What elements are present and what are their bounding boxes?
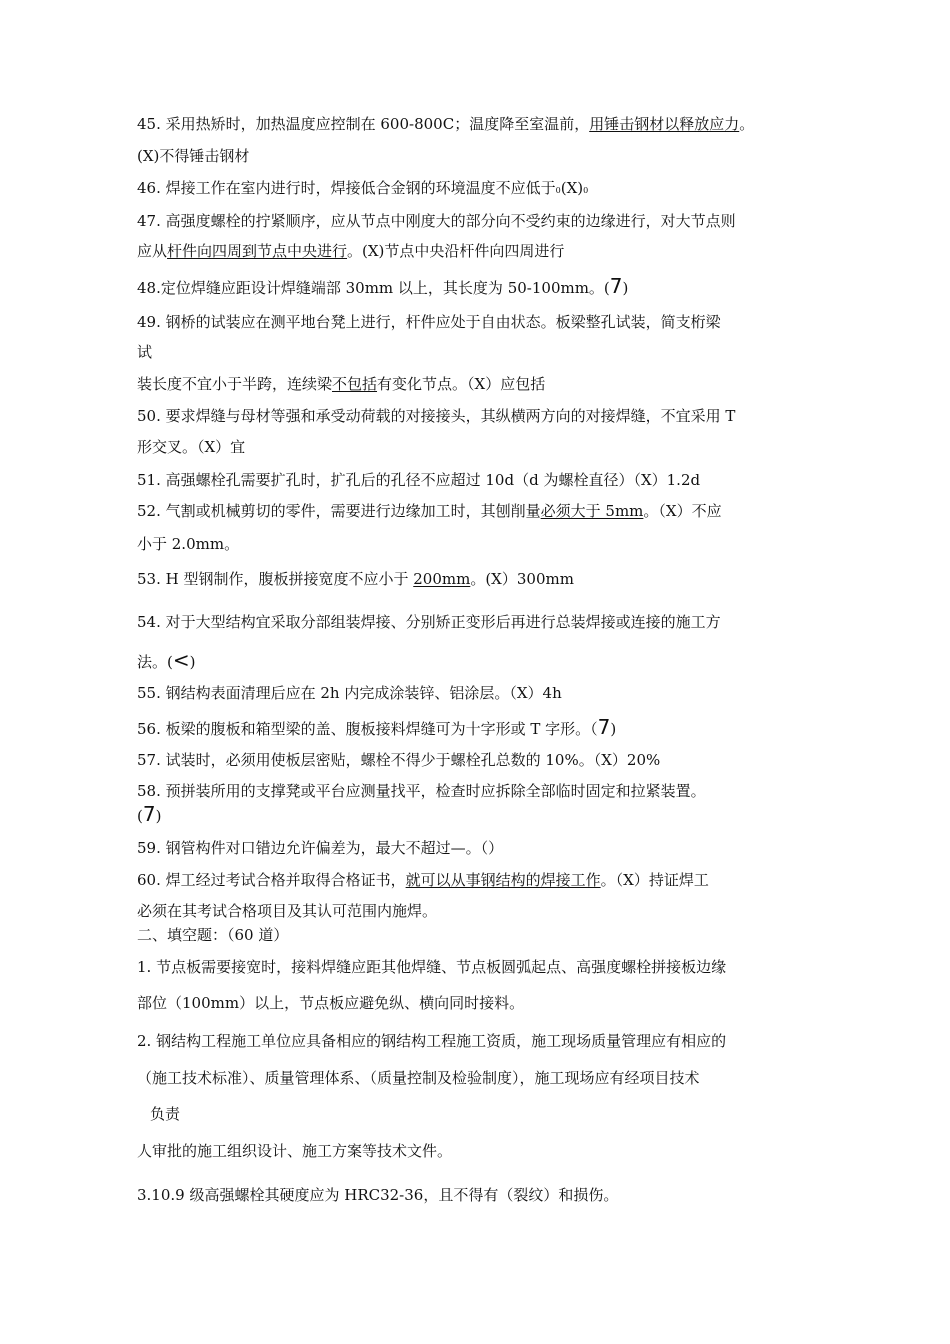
section-title: 二、填空题：（60 道） [137, 926, 289, 944]
fill-2-line3: 负责 [150, 1105, 181, 1123]
question-58-line1: 58. 预拼装所用的支撑凳或平台应测量找平，检查时应拆除全部临时固定和拉紧装置。 [137, 782, 706, 800]
fill-2-line1: 2. 钢结构工程施工单位应具备相应的钢结构工程施工资质，施工现场质量管理应有相应的 [137, 1032, 727, 1050]
question-47-line1: 47. 高强度螺栓的拧紧顺序，应从节点中刚度大的部分向不受约束的边缘进行，对大节点则 [137, 212, 736, 230]
question-59: 59. 钢管构件对口错边允许偏差为，最大不超过—。（） [137, 839, 504, 857]
question-55: 55. 钢结构表面清理后应在 2h 内完成涂装锌、铝涂层。（X）4h [137, 684, 562, 702]
question-49-line2: 试 [137, 343, 153, 361]
underlined-text: 必须大于 5mm [540, 502, 644, 520]
question-53: 53. H 型钢制作，腹板拼接宽度不应小于 200mm。(X）300mm [137, 570, 574, 588]
question-49-line3: 装长度不宜小于半跨，连续梁不包括有变化节点。（X）应包括 [137, 375, 546, 393]
underlined-text: 杆件向四周到节点中央进行 [167, 242, 348, 260]
fill-1-line2: 部位（100mm）以上，节点板应避免纵、横向同时接料。 [137, 994, 525, 1012]
question-60-line2: 必须在其考试合格项目及其认可范围内施焊。 [137, 902, 438, 920]
question-58-line2: (7) [137, 802, 162, 826]
question-57: 57. 试装时，必须用使板层密贴，螺栓不得少于螺栓孔总数的 10%。（X）20% [137, 751, 661, 769]
question-49-line1: 49. 钢桥的试装应在测平地台凳上进行，杆件应处于自由状态。板梁整孔试装，简支桁梁 [137, 313, 721, 331]
underlined-text: 就可以从事钢结构的焊接工作 [405, 871, 601, 889]
fill-2-line4: 人审批的施工组织设计、施工方案等技术文件。 [137, 1142, 453, 1160]
question-47-line2: 应从杆件向四周到节点中央进行。(X)节点中央沿杆件向四周进行 [137, 242, 565, 260]
fill-2-line2: （施工技术标准）、质量管理体系、（质量控制及检验制度），施工现场应有经项目技术 [137, 1069, 700, 1087]
underlined-text: 用锤击钢材以释放应力 [589, 115, 740, 133]
fill-3: 3.10.9 级高强螺栓其硬度应为 HRC32-36，且不得有（裂纹）和损伤。 [137, 1186, 619, 1204]
question-52-line2: 小于 2.0mm。 [137, 535, 240, 553]
underlined-text: 200mm [413, 570, 471, 588]
question-45-line2: (X)不得锤击钢材 [137, 147, 250, 165]
question-48: 48.定位焊缝应距设计焊缝端部 30mm 以上，其长度为 50-100mm。(7) [137, 274, 629, 298]
question-50-line1: 50. 要求焊缝与母材等强和承受动荷载的对接接头，其纵横两方向的对接焊缝，不宜采用 T [137, 407, 736, 425]
question-45-line1: 45. 采用热矫时，加热温度应控制在 600-800C；温度降至室温前，用锤击钢材以释放应力。 [137, 115, 755, 133]
question-50-line2: 形交叉。（X）宜 [137, 438, 246, 456]
question-52-line1: 52. 气割或机械剪切的零件，需要进行边缘加工时，其刨削量必须大于 5mm。（X）不应 [137, 502, 722, 520]
question-51: 51. 高强螺栓孔需要扩孔时，扩孔后的孔径不应超过 10d（d 为螺栓直径）（X）1.2d [137, 471, 701, 489]
question-54-line2: 法。(<) [137, 648, 196, 672]
fill-1-line1: 1. 节点板需要接宽时，接料焊缝应距其他焊缝、节点板圆弧起点、高强度螺栓拼接板边缘 [137, 958, 727, 976]
question-60-line1: 60. 焊工经过考试合格并取得合格证书，就可以从事钢结构的焊接工作。（X）持证焊工 [137, 871, 709, 889]
underlined-text: 不包括 [332, 375, 378, 393]
question-54-line1: 54. 对于大型结构宜采取分部组装焊接、分别矫正变形后再进行总装焊接或连接的施工方 [137, 613, 721, 631]
question-56: 56. 板梁的腹板和箱型梁的盖、腹板接料焊缝可为十字形或 T 字形。（7) [137, 715, 617, 739]
question-46: 46. 焊接工作在室内进行时，焊接低合金钢的环境温度不应低于0(X)0 [137, 179, 589, 197]
